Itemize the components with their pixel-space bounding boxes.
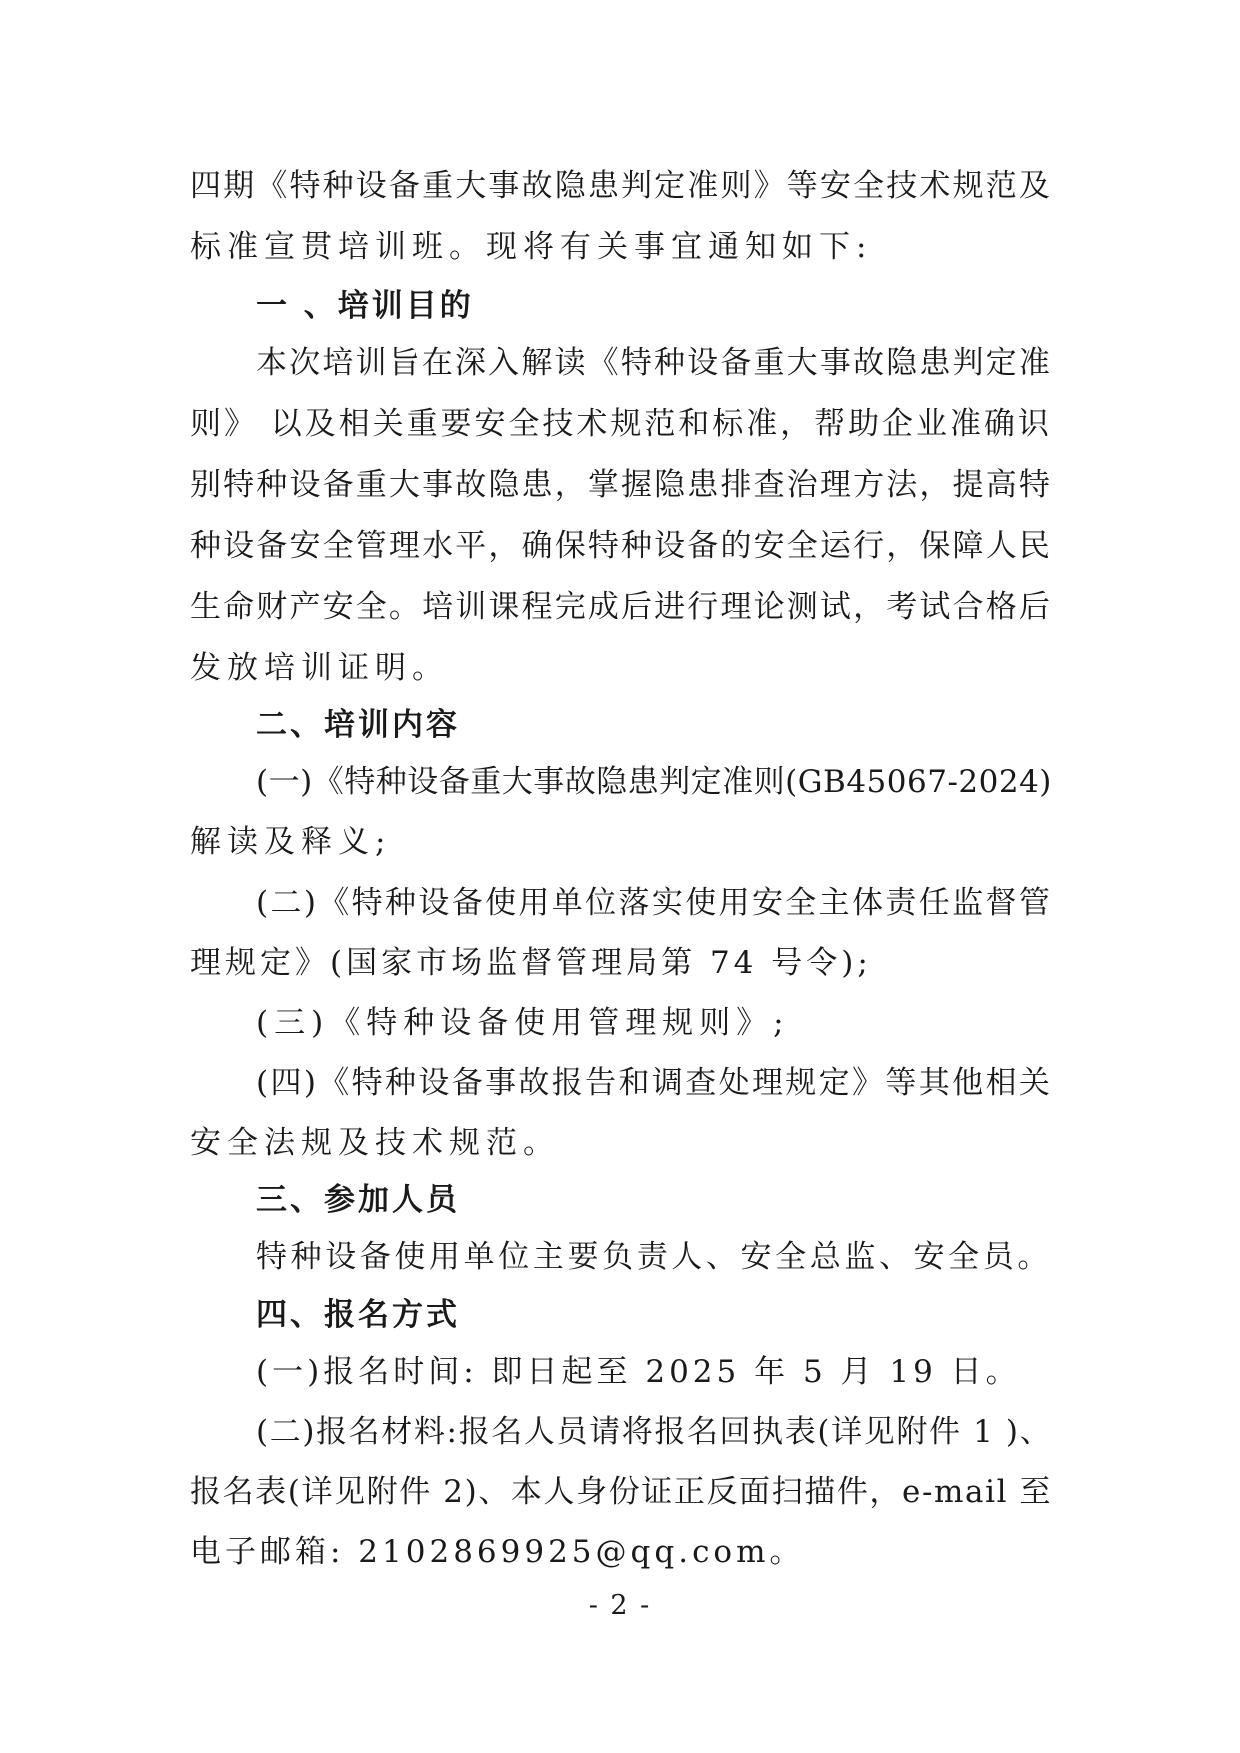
paragraph-line: 发放培训证明。 bbox=[190, 650, 449, 686]
paragraph-line: 电子邮箱: 2102869925@qq.com。 bbox=[190, 1534, 805, 1570]
paragraph-line: 安全法规及技术规范。 bbox=[190, 1125, 560, 1161]
intro-line-2: 标准宣贯培训班。现将有关事宜通知如下: bbox=[190, 229, 873, 265]
intro-line-1: 四期《特种设备重大事故隐患判定准则》等安全技术规范及 bbox=[190, 168, 1052, 204]
paragraph-line: (二)《特种设备使用单位落实使用安全主体责任监督管 bbox=[256, 885, 1053, 921]
paragraph-line: 报名表(详见附件 2)、本人身份证正反面扫描件，e-mail 至 bbox=[190, 1474, 1053, 1510]
paragraph-line: 特种设备使用单位主要负责人、安全总监、安全员。 bbox=[256, 1239, 1052, 1275]
page-number: - 2 - bbox=[588, 1590, 652, 1621]
paragraph-line: (二)报名材料:报名人员请将报名回执表(详见附件 1 )、 bbox=[256, 1414, 1053, 1450]
paragraph-line: 别特种设备重大事故隐患，掌握隐患排查治理方法，提高特 bbox=[190, 467, 1052, 503]
paragraph-line: 则》 以及相关重要安全技术规范和标准，帮助企业准确识 bbox=[190, 406, 1052, 442]
paragraph-line: 种设备安全管理水平，确保特种设备的安全运行，保障人民 bbox=[190, 528, 1052, 564]
section-heading-registration: 四、报名方式 bbox=[256, 1297, 460, 1333]
paragraph-line: (四)《特种设备事故报告和调查处理规定》等其他相关 bbox=[256, 1065, 1053, 1101]
section-heading-content: 二、培训内容 bbox=[256, 707, 460, 743]
paragraph-line: 本次培训旨在深入解读《特种设备重大事故隐患判定准 bbox=[256, 345, 1052, 381]
paragraph-line: (三)《特种设备使用管理规则》; bbox=[256, 1005, 790, 1041]
paragraph-line: 解读及释义; bbox=[190, 824, 392, 860]
paragraph-line: (一)《特种设备重大事故隐患判定准则(GB45067-2024) bbox=[256, 764, 1052, 800]
paragraph-line: 理规定》(国家市场监督管理局第 74 号令); bbox=[190, 945, 872, 981]
paragraph-line: (一)报名时间: 即日起至 2025 年 5 月 19 日。 bbox=[256, 1354, 1021, 1390]
section-heading-participants: 三、参加人员 bbox=[256, 1182, 460, 1218]
section-heading-purpose: 一 、培训目的 bbox=[256, 288, 474, 324]
paragraph-line: 生命财产安全。培训课程完成后进行理论测试，考试合格后 bbox=[190, 589, 1052, 625]
